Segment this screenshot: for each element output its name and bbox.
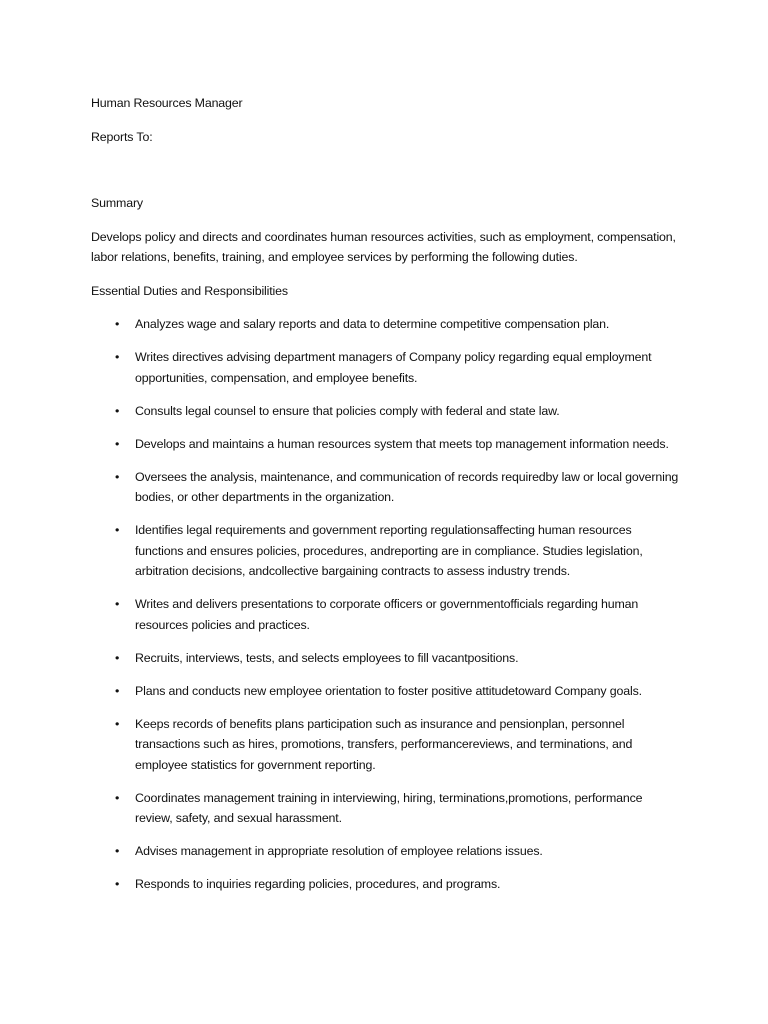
duty-text: Keeps records of benefits plans participation such as insurance and pensionplan, personnel transactions such as hires, promotions, transfers, performancereviews, and terminations, and employee statistics for government reporting. — [135, 716, 633, 772]
bullet-icon: • — [115, 597, 120, 611]
duty-text: Writes directives advising department managers of Company policy regarding equal employment opportunities, compensation, and employee benefits. — [135, 350, 652, 385]
duty-text: Recruits, interviews, tests, and selects employees to fill vacantpositions. — [135, 650, 519, 665]
duty-item — [91, 434, 683, 455]
duty-item — [91, 788, 683, 829]
bullet-icon: • — [115, 317, 120, 331]
bullet-icon: • — [115, 523, 120, 537]
duty-item — [91, 347, 683, 388]
duty-item — [91, 874, 683, 895]
bullet-icon: • — [115, 403, 120, 418]
duty-text: Writes and delivers presentations to corporate officers or governmentofficials regarding human resources policies and practices. — [135, 597, 639, 632]
duty-text: Analyzes wage and salary reports and data to determine competitive compensation plan. — [135, 317, 610, 331]
bullet-icon: • — [115, 436, 120, 451]
summary-heading: Summary — [91, 196, 143, 210]
duty-text: Develops and maintains a human resources system that meets top management information needs. — [135, 436, 669, 451]
duty-item — [91, 594, 683, 635]
duty-text: Consults legal counsel to ensure that policies comply with federal and state law. — [135, 403, 560, 418]
duty-text: Identifies legal requirements and government reporting regulationsaffecting human resources functions and ensures policies, procedures, andreporting are in compliance. Studies legislation, arbitration decisions, andcollective bargaining contracts to assess industry trends. — [135, 523, 643, 578]
duty-text: Responds to inquiries regarding policies, procedures, and programs. — [135, 877, 501, 891]
duty-item — [91, 841, 683, 862]
bullet-icon: • — [115, 650, 120, 665]
duty-text: Advises management in appropriate resolution of employee relations issues. — [135, 844, 543, 858]
duty-item — [91, 314, 683, 335]
duties-heading: Essential Duties and Responsibilities — [91, 283, 288, 298]
duties-list — [91, 314, 683, 895]
duty-text: Coordinates management training in interviewing, hiring, terminations,promotions, performance review, safety, and sexual harassment. — [135, 790, 643, 825]
duty-text: Plans and conducts new employee orientation to foster positive attitudetoward Company goals. — [135, 683, 642, 698]
job-title: Human Resources Manager — [91, 96, 243, 110]
bullet-icon: • — [115, 350, 120, 364]
duty-item — [91, 520, 683, 582]
duty-item — [91, 714, 683, 776]
duty-item — [91, 648, 683, 669]
duty-item — [91, 401, 683, 422]
bullet-icon: • — [115, 790, 120, 805]
bullet-icon: • — [115, 469, 120, 484]
bullet-icon: • — [115, 877, 120, 891]
bullet-icon: • — [115, 844, 120, 858]
reports-to-label: Reports To: — [91, 129, 153, 144]
bullet-icon: • — [115, 683, 120, 698]
summary-paragraph: Develops policy and directs and coordinates human resources activities, such as employment, compensation, labor relations, benefits, training, and employee services by performing the following duties. — [91, 229, 676, 264]
duty-item — [91, 681, 683, 702]
bullet-icon: • — [115, 716, 120, 731]
duty-text: Oversees the analysis, maintenance, and communication of records requiredby law or local governing bodies, or other departments in the organization. — [135, 469, 679, 504]
duty-item — [91, 467, 683, 508]
document-body — [91, 93, 683, 907]
